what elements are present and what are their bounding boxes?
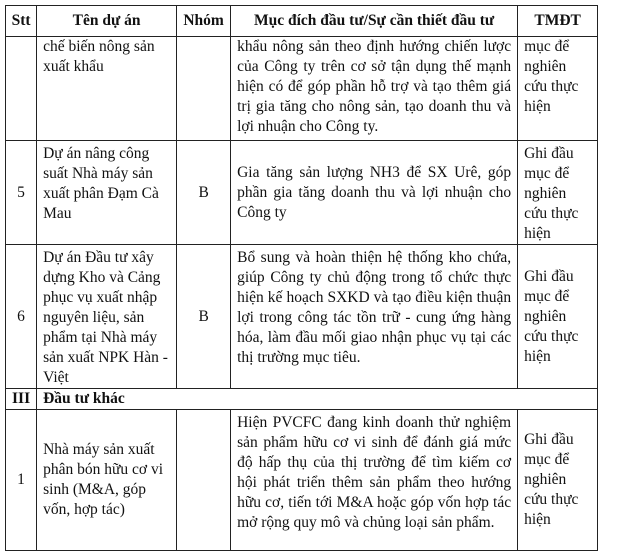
row-tmdt: Ghi đầu mục để nghiên cứu thực hiện: [518, 245, 598, 389]
row-group: B: [177, 245, 231, 389]
header-tmdt: TMĐT: [518, 6, 598, 37]
header-project-name: Tên dự án: [37, 6, 177, 37]
row-group: [177, 410, 231, 551]
row-group: [177, 37, 231, 141]
row-project-name: chế biến nông sản xuất khẩu: [37, 37, 177, 141]
header-purpose: Mục đích đầu tư/Sự cần thiết đầu tư: [231, 6, 518, 37]
row-purpose: khẩu nông sản theo định hướng chiến lược của Công ty trên cơ sở tận dụng thế mạnh hiện có để góp phần hỗ trợ và tạo thêm giá trị gia tăng cho nông sản, tạo doanh thu và lợi nhuận cho Công ty.: [231, 37, 518, 141]
row-stt: 5: [6, 141, 37, 245]
row-stt: 1: [6, 410, 37, 551]
row-project-name: Nhà máy sản xuất phân bón hữu cơ vi sinh (M&A, góp vốn, hợp tác): [37, 410, 177, 551]
row-purpose: Hiện PVCFC đang kinh doanh thử nghiệm sản phẩm hữu cơ vi sinh để đánh giá mức độ hấp thụ của thị trường để tìm kiếm cơ hội phát triển thêm sản phẩm theo hướng hữu cơ, tiến tới M&A hoặc góp vốn hợp tác mở rộng quy mô và chủng loại sản phẩm.: [231, 410, 518, 551]
section-stt: III: [6, 389, 37, 410]
row-project-name: Dự án Đầu tư xây dựng Kho và Cảng phục vụ xuất nhập nguyên liệu, sản phẩm tại Nhà máy sản xuất NPK Hàn - Việt: [37, 245, 177, 389]
header-stt: Stt: [6, 6, 37, 37]
row-tmdt: Ghi đầu mục để nghiên cứu thực hiện: [518, 410, 598, 551]
table-row: [6, 410, 598, 551]
investment-projects-table: [5, 5, 598, 551]
row-stt: 6: [6, 245, 37, 389]
row-group: B: [177, 141, 231, 245]
header-group: Nhóm: [177, 6, 231, 37]
row-stt: [6, 37, 37, 141]
row-tmdt: Ghi đầu mục để nghiên cứu thực hiện: [518, 141, 598, 245]
table-row: [6, 37, 598, 141]
table-row: [6, 245, 598, 389]
row-purpose: Gia tăng sản lượng NH3 để SX Urê, góp phần gia tăng doanh thu và lợi nhuận cho Công ty: [231, 141, 518, 245]
section-row: [6, 389, 598, 410]
table-row: [6, 141, 598, 245]
row-purpose: Bổ sung và hoàn thiện hệ thống kho chứa, giúp Công ty chủ động trong tổ chức thực hiện kế hoạch SXKD và tạo điều kiện thuận lợi trong công tác tồn trữ - cung ứng hàng hóa, làm đầu mối giao nhận phục vụ tại các thị trường mục tiêu.: [231, 245, 518, 389]
row-project-name: Dự án nâng công suất Nhà máy sản xuất phân Đạm Cà Mau: [37, 141, 177, 245]
row-tmdt: mục để nghiên cứu thực hiện: [518, 37, 598, 141]
section-title: Đầu tư khác: [37, 389, 598, 410]
table-header-row: [6, 6, 598, 37]
